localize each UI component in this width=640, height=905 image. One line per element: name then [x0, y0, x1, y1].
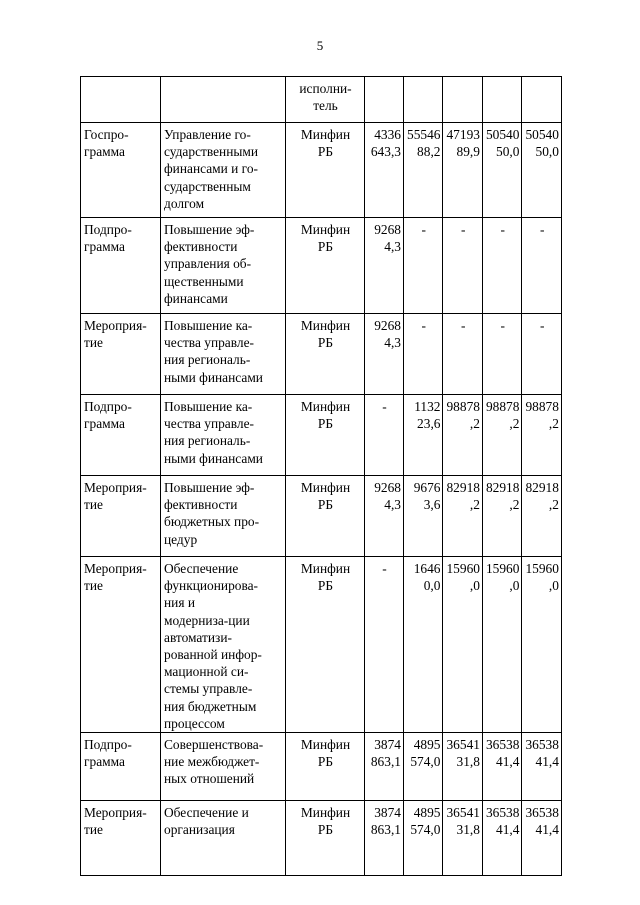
page-number: 5: [316, 38, 324, 53]
value-cell-5: -: [522, 218, 561, 314]
value-cell-4: 50540 50,0: [482, 123, 521, 218]
executor-cell: Минфин РБ: [286, 801, 365, 876]
value-cell-5: 82918 ,2: [522, 476, 561, 557]
value-cell-5: 36538 41,4: [522, 801, 561, 876]
name-cell: Обеспечение функционирова- ния и модерниза-ции автоматизи- рованной инфор- мационной си- стемы управле- ния бюджетным процессом: [161, 557, 286, 733]
value-cell-1: 9268 4,3: [365, 314, 404, 395]
table-header-row: [81, 77, 562, 123]
value-cell-5: -: [522, 314, 561, 395]
value-cell-5: [522, 77, 561, 123]
executor-cell: Минфин РБ: [286, 395, 365, 476]
budget-table-body: [81, 77, 562, 876]
value-cell-3: [443, 77, 482, 123]
table-row: [81, 218, 562, 314]
type-cell: [81, 77, 161, 123]
value-cell-1: 9268 4,3: [365, 476, 404, 557]
value-cell-2: [404, 77, 443, 123]
value-cell-3: 36541 31,8: [443, 733, 482, 801]
table-row: [81, 557, 562, 733]
table-row: [81, 314, 562, 395]
type-cell: Подпро- грамма: [81, 395, 161, 476]
name-cell: [161, 77, 286, 123]
value-cell-4: 15960 ,0: [482, 557, 521, 733]
value-cell-5: 36538 41,4: [522, 733, 561, 801]
name-cell: Обеспечение и организация: [161, 801, 286, 876]
value-cell-4: 36538 41,4: [482, 801, 521, 876]
executor-cell: Минфин РБ: [286, 218, 365, 314]
executor-cell: Минфин РБ: [286, 314, 365, 395]
table-row: [81, 476, 562, 557]
value-cell-3: -: [443, 314, 482, 395]
value-cell-2: 1132 23,6: [404, 395, 443, 476]
table-row: [81, 395, 562, 476]
value-cell-1: 4336 643,3: [365, 123, 404, 218]
table-row: [81, 733, 562, 801]
value-cell-2: 55546 88,2: [404, 123, 443, 218]
value-cell-1: [365, 77, 404, 123]
value-cell-4: 98878 ,2: [482, 395, 521, 476]
value-cell-3: 98878 ,2: [443, 395, 482, 476]
value-cell-5: 98878 ,2: [522, 395, 561, 476]
value-cell-4: 36538 41,4: [482, 733, 521, 801]
type-cell: Мероприя- тие: [81, 801, 161, 876]
value-cell-2: -: [404, 218, 443, 314]
type-cell: Мероприя- тие: [81, 314, 161, 395]
executor-cell: исполни- тель: [286, 77, 365, 123]
type-cell: Подпро- грамма: [81, 218, 161, 314]
value-cell-1: -: [365, 557, 404, 733]
value-cell-1: 9268 4,3: [365, 218, 404, 314]
value-cell-3: 47193 89,9: [443, 123, 482, 218]
name-cell: Повышение ка- чества управле- ния региональ- ными финансами: [161, 314, 286, 395]
value-cell-4: 82918 ,2: [482, 476, 521, 557]
value-cell-2: 4895 574,0: [404, 733, 443, 801]
name-cell: Повышение ка- чества управле- ния региональ- ными финансами: [161, 395, 286, 476]
value-cell-1: 3874 863,1: [365, 733, 404, 801]
executor-cell: Минфин РБ: [286, 733, 365, 801]
value-cell-3: 82918 ,2: [443, 476, 482, 557]
value-cell-5: 50540 50,0: [522, 123, 561, 218]
type-cell: Подпро- грамма: [81, 733, 161, 801]
budget-table: [80, 76, 562, 876]
value-cell-3: 15960 ,0: [443, 557, 482, 733]
type-cell: Мероприя- тие: [81, 476, 161, 557]
value-cell-3: 36541 31,8: [443, 801, 482, 876]
name-cell: Повышение эф- фективности управления об- щественными финансами: [161, 218, 286, 314]
name-cell: Повышение эф- фективности бюджетных про- цедур: [161, 476, 286, 557]
executor-cell: Минфин РБ: [286, 123, 365, 218]
name-cell: Управление го- сударственными финансами и го- сударственным долгом: [161, 123, 286, 218]
value-cell-2: 1646 0,0: [404, 557, 443, 733]
type-cell: Мероприя- тие: [81, 557, 161, 733]
table-row: [81, 123, 562, 218]
value-cell-2: 9676 3,6: [404, 476, 443, 557]
type-cell: Госпро- грамма: [81, 123, 161, 218]
value-cell-5: 15960 ,0: [522, 557, 561, 733]
value-cell-3: -: [443, 218, 482, 314]
value-cell-2: -: [404, 314, 443, 395]
table-row: [81, 801, 562, 876]
value-cell-1: 3874 863,1: [365, 801, 404, 876]
value-cell-2: 4895 574,0: [404, 801, 443, 876]
name-cell: Совершенствова- ние межбюджет- ных отношений: [161, 733, 286, 801]
executor-cell: Минфин РБ: [286, 476, 365, 557]
value-cell-4: [482, 77, 521, 123]
executor-cell: Минфин РБ: [286, 557, 365, 733]
value-cell-1: -: [365, 395, 404, 476]
value-cell-4: -: [482, 314, 521, 395]
value-cell-4: -: [482, 218, 521, 314]
